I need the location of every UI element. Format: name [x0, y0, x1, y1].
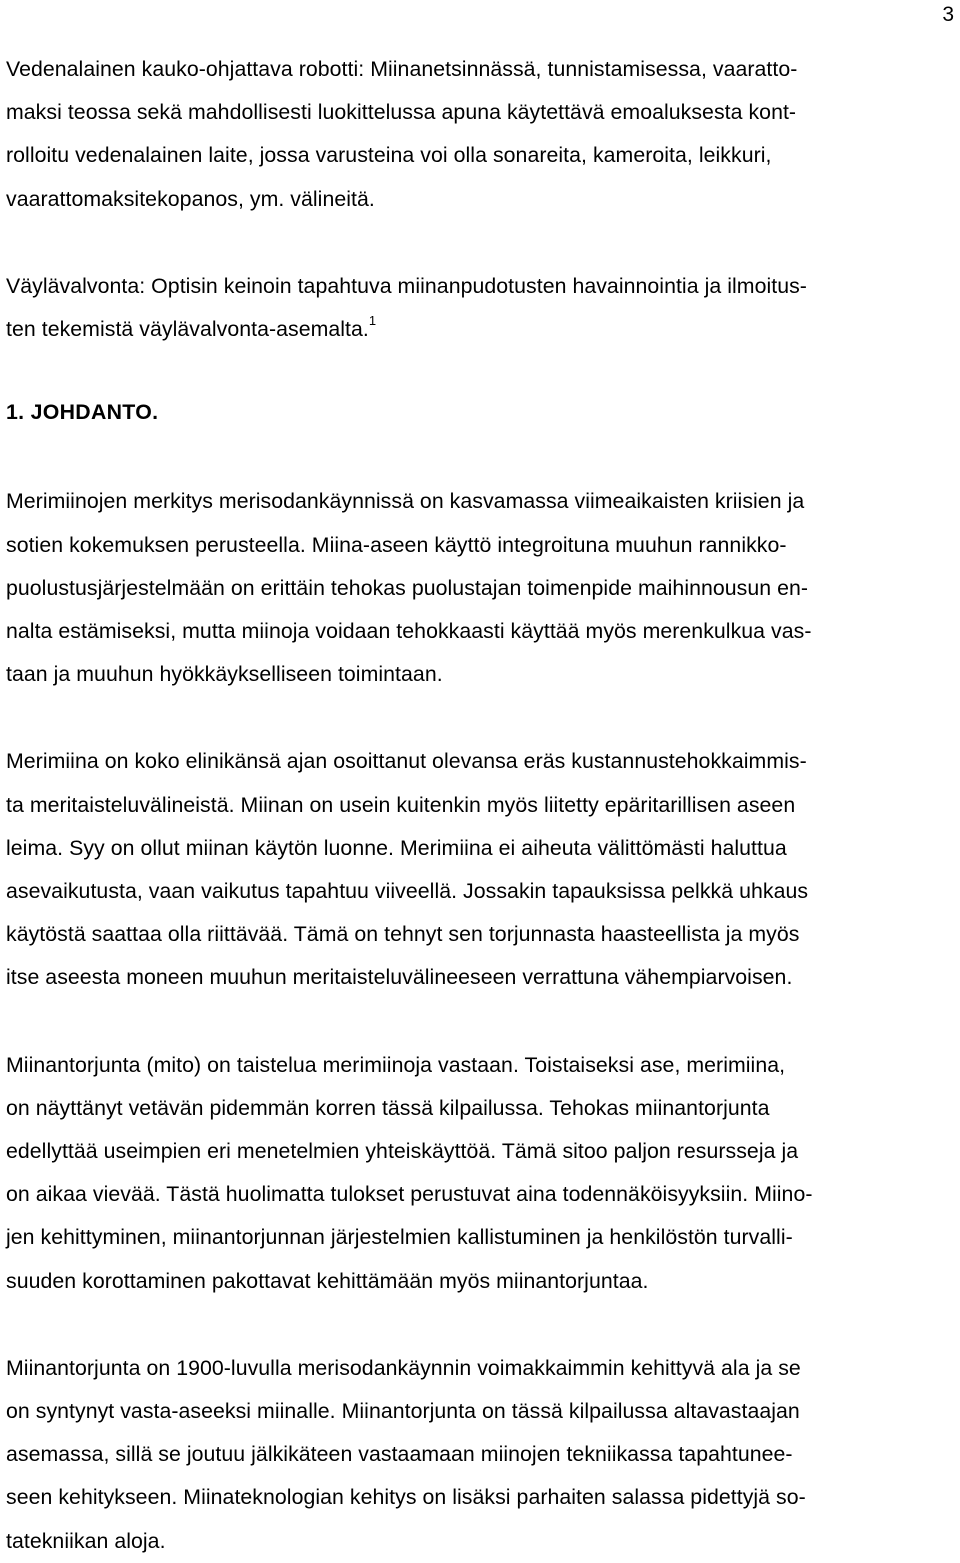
page-number: 3 [942, 3, 954, 26]
section-heading: 1. JOHDANTO. [6, 400, 159, 425]
text-line: itse aseesta moneen muuhun meritaisteluvälineeseen verrattuna vähempiarvoisen. [6, 965, 793, 990]
text-line: nalta estämiseksi, mutta miinoja voidaan tehokkaasti käyttää myös merenkulkua vas- [6, 619, 812, 644]
text-line: asevaikutusta, vaan vaikutus tapahtuu viiveellä. Jossakin tapauksissa pelkkä uhkaus [6, 879, 809, 904]
paragraph [6, 1347, 954, 1563]
text-line: taan ja muuhun hyökkäykselliseen toimintaan. [6, 662, 443, 687]
text-line: on aikaa vievää. Tästä huolimatta tulokset perustuvat aina todennäköisyyksiin. Miino- [6, 1182, 813, 1207]
text-line: vaarattomaksitekopanos, ym. välineitä. [6, 186, 375, 211]
text-line-content: ten tekemistä väylävalvonta-asemalta. [6, 317, 369, 342]
document-body [6, 48, 954, 1563]
text-line: asemassa, sillä se joutuu jälkikäteen vastaamaan miinojen tekniikassa tapahtunee- [6, 1442, 793, 1467]
paragraph [6, 1044, 954, 1303]
paragraph [6, 740, 954, 999]
text-line: Miinantorjunta on 1900-luvulla merisodankäynnin voimakkaimmin kehittyvä ala ja se [6, 1355, 801, 1380]
text-line: Merimiina on koko elinikänsä ajan osoittanut olevansa eräs kustannustehokkaimmis- [6, 749, 807, 774]
text-line: leima. Syy on ollut miinan käytön luonne. Merimiina ei aiheuta välittömästi haluttua [6, 835, 787, 860]
text-line: tatekniikan aloja. [6, 1528, 166, 1553]
text-line: Merimiinojen merkitys merisodankäynnissä on kasvamassa viimeaikaisten kriisien ja [6, 489, 805, 514]
text-line: on syntynyt vasta-aseeksi miinalle. Miinantorjunta on tässä kilpailussa altavastaajan [6, 1399, 800, 1424]
text-line: puolustusjärjestelmään on erittäin tehokas puolustajan toimenpide maihinnousun en- [6, 575, 809, 600]
text-line: on näyttänyt vetävän pidemmän korren tässä kilpailussa. Tehokas miinantorjunta [6, 1095, 770, 1120]
text-line [6, 308, 954, 351]
text-line: sotien kokemuksen perusteella. Miina-aseen käyttö integroituna muuhun rannikko- [6, 532, 787, 557]
text-line: jen kehittyminen, miinantorjunnan järjestelmien kallistuminen ja henkilöstön turvalli- [6, 1225, 793, 1250]
text-line: rolloitu vedenalainen laite, jossa varusteina voi olla sonareita, kameroita, leikkuri, [6, 143, 772, 168]
definition-fairway-surveillance [6, 265, 954, 351]
text-line: Vedenalainen kauko-ohjattava robotti: Miinanetsinnässä, tunnistamisessa, vaaratto- [6, 57, 798, 81]
text-line: maksi teossa sekä mahdollisesti luokittelussa apuna käytettävä emoaluksesta kont- [6, 100, 797, 125]
text-line: Väylävalvonta: Optisin keinoin tapahtuva miinanpudotusten havainnointia ja ilmoitus- [6, 273, 807, 298]
text-line: käytöstä saattaa olla riittävää. Tämä on tehnyt sen torjunnasta haasteellista ja myös [6, 922, 800, 947]
text-line: seen kehitykseen. Miinateknologian kehitys on lisäksi parhaiten salassa pidettyjä so- [6, 1485, 806, 1510]
paragraph [6, 480, 954, 696]
text-line: ta meritaisteluvälineistä. Miinan on usein kuitenkin myös liitetty epäritarillisen aseen [6, 792, 796, 817]
text-line: edellyttää useimpien eri menetelmien yhteiskäyttöä. Tämä sitoo paljon resursseja ja [6, 1139, 799, 1164]
text-line: suuden korottaminen pakottavat kehittämään myös miinantorjuntaa. [6, 1268, 649, 1293]
text-line: Miinantorjunta (mito) on taistelua merimiinoja vastaan. Toistaiseksi ase, merimiina, [6, 1052, 786, 1077]
definition-remote-robot [6, 48, 954, 221]
footnote-reference: 1 [368, 312, 377, 328]
